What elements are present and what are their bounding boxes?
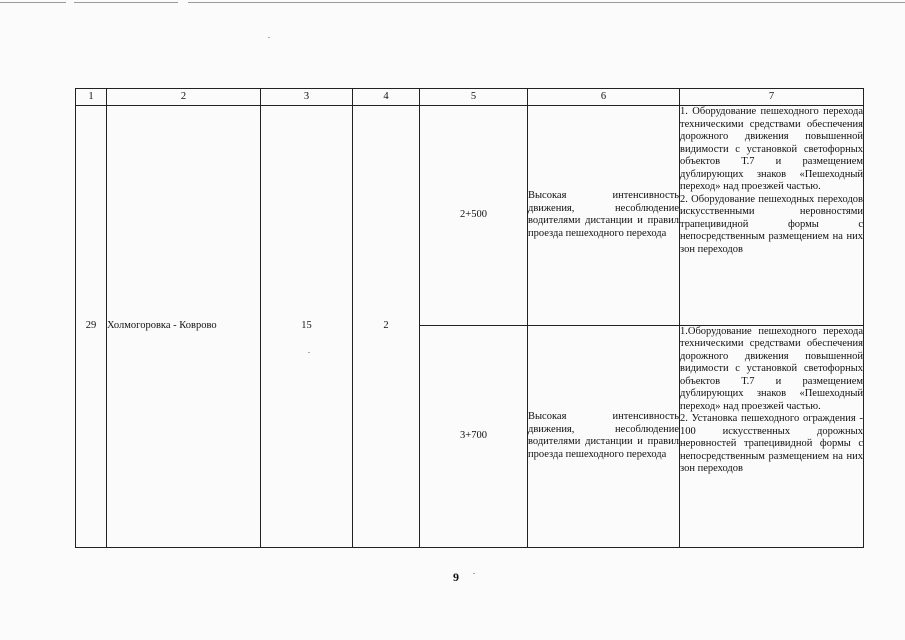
measure-item: 2. Установка пешеходного ограждения - 100 искусственных дорожных неровностей трапецивидной формы с непосредственным размещением на них зон переходов [680, 413, 863, 474]
column-3-value: 15 [261, 106, 353, 548]
km-location: 3+700 [420, 325, 528, 548]
header-cell-1: 1 [76, 89, 107, 106]
scan-artifact-line [188, 2, 905, 3]
column-4-value: 2 [353, 106, 420, 548]
header-row [76, 89, 864, 106]
measures-cell [680, 325, 864, 548]
header-cell-5: 5 [420, 89, 528, 106]
measure-item: 1. Оборудование пешеходного перехода техническими средствами обеспечения дорожного движения повышенной видимости с установкой светофорных объектов Т.7 и размещением дублирующих знаков «Пешеходный переход» над проезжей частью. [680, 106, 863, 193]
measures-cell [680, 106, 864, 325]
header-cell-2: 2 [107, 89, 261, 106]
header-cell-7: 7 [680, 89, 864, 106]
reason-text: Высокая интенсивность движения, несоблюдение водителями дистанции и правил проезда пешеходного перехода [528, 106, 680, 325]
scan-artifact-line [0, 2, 66, 3]
scan-artifact-line [74, 2, 178, 3]
reason-text: Высокая интенсивность движения, несоблюдение водителями дистанции и правил проезда пешеходного перехода [528, 325, 680, 548]
measure-item: 2. Оборудование пешеходных переходов искусственными неровностями трапецивидной формы с непосредственным размещением на них зон переходов [680, 193, 863, 255]
scan-speck [268, 37, 270, 38]
measures-table [75, 88, 864, 548]
km-location: 2+500 [420, 106, 528, 325]
table-row [76, 106, 864, 325]
header-cell-4: 4 [353, 89, 420, 106]
page-number: 9 [453, 570, 459, 584]
scan-speck [473, 573, 475, 574]
measure-item: 1.Оборудование пешеходного перехода техническими средствами обеспечения дорожного движения повышенной видимости с установкой светофорных объектов Т.7 и размещением дублирующих знаков «Пешеходный переход» над проезжей частью. [680, 325, 863, 412]
row-number: 29 [76, 106, 107, 548]
header-cell-3: 3 [261, 89, 353, 106]
header-cell-6: 6 [528, 89, 680, 106]
road-name: Холмогоровка - Коврово [107, 106, 261, 548]
